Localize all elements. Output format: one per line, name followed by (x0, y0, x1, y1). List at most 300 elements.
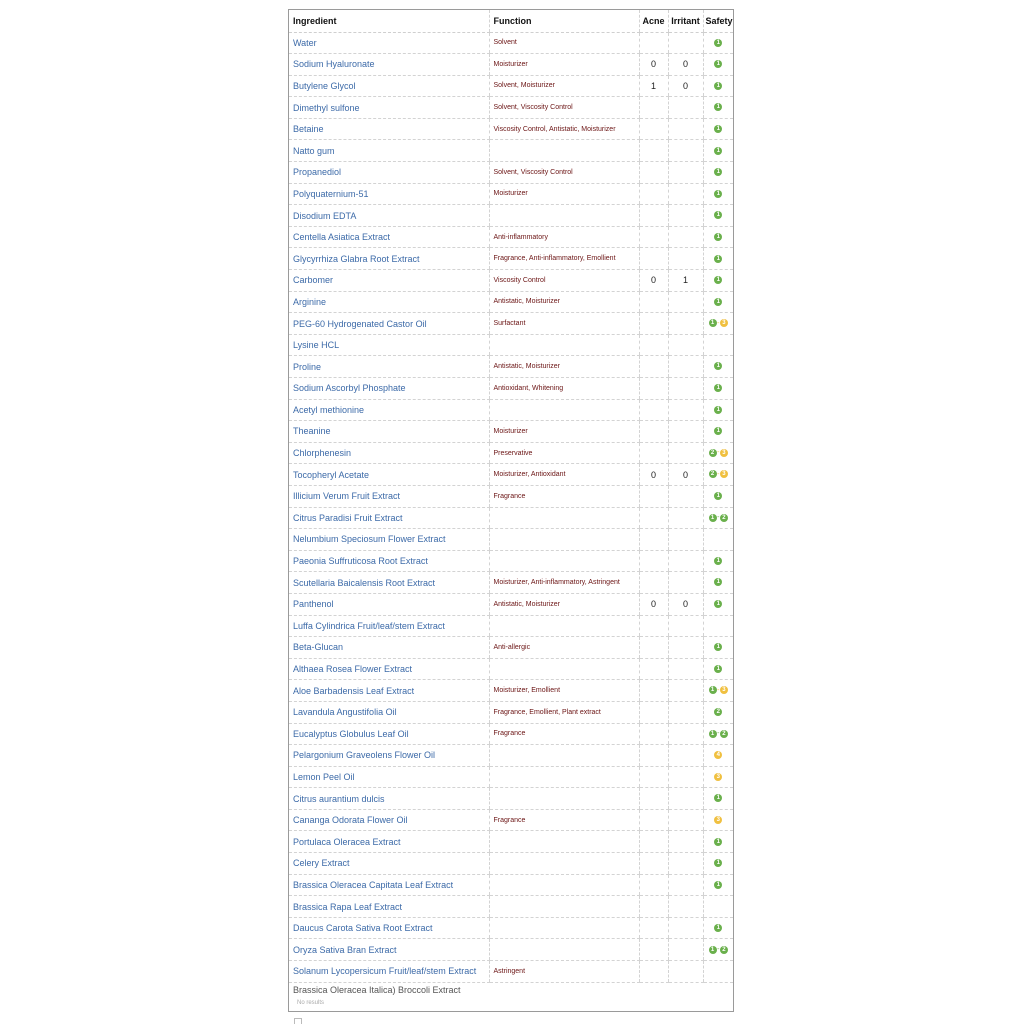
table-row (289, 593, 733, 615)
table-row (289, 464, 733, 486)
safety-badge-icon: 3 (714, 816, 722, 824)
ingredient-name[interactable]: Solanum Lycopersicum Fruit/leaf/stem Extract (289, 961, 489, 983)
table-row (289, 680, 733, 702)
acne-score (639, 680, 668, 702)
function-cell (489, 874, 639, 896)
irritant-score (668, 615, 703, 637)
function-cell: Fragrance (489, 809, 639, 831)
irritant-score (668, 421, 703, 443)
safety-cell (703, 248, 733, 270)
safety-badge-icon: 1 (714, 578, 722, 586)
function-cell (489, 745, 639, 767)
irritant-score (668, 378, 703, 400)
safety-cell (703, 183, 733, 205)
table-row (289, 831, 733, 853)
table-row (289, 939, 733, 961)
table-row (289, 874, 733, 896)
acne-score: 0 (639, 54, 668, 76)
table-row (289, 701, 733, 723)
table-row (289, 334, 733, 356)
table-row (289, 529, 733, 551)
irritant-score (668, 226, 703, 248)
function-cell (489, 917, 639, 939)
safety-cell (703, 874, 733, 896)
irritant-score (668, 809, 703, 831)
table-row (289, 97, 733, 119)
ingredient-name[interactable]: Sodium Ascorbyl Phosphate (289, 378, 489, 400)
safety-badge-icon: 3 (720, 470, 728, 478)
header-ingredient: Ingredient (289, 10, 489, 32)
table-row (289, 723, 733, 745)
table-row (289, 507, 733, 529)
irritant-score (668, 766, 703, 788)
safety-badge-icon: 1 (714, 427, 722, 435)
table-row (289, 140, 733, 162)
irritant-score: 1 (668, 270, 703, 292)
acne-score (639, 421, 668, 443)
range-dash: - (717, 514, 720, 522)
irritant-score (668, 248, 703, 270)
range-dash: - (717, 470, 720, 478)
safety-badge-icon: 1 (714, 82, 722, 90)
ingredient-name[interactable]: Carbomer (289, 270, 489, 292)
safety-badge-icon: 1 (714, 168, 722, 176)
ingredient-name[interactable]: Natto gum (289, 140, 489, 162)
ingredient-name[interactable]: Portulaca Oleracea Extract (289, 831, 489, 853)
function-cell: Antioxidant, Whitening (489, 378, 639, 400)
irritant-score (668, 442, 703, 464)
no-results-text: No results (297, 1000, 325, 1006)
irritant-score (668, 939, 703, 961)
safety-badge-icon: 1 (709, 946, 717, 954)
ingredient-name[interactable]: Disodium EDTA (289, 205, 489, 227)
acne-score (639, 442, 668, 464)
table-header-row (289, 10, 733, 32)
safety-badge-icon: 2 (714, 708, 722, 716)
safety-cell (703, 399, 733, 421)
safety-badge-icon: 3 (720, 449, 728, 457)
function-cell: Moisturizer (489, 421, 639, 443)
function-cell (489, 529, 639, 551)
irritant-score (668, 831, 703, 853)
function-cell (489, 334, 639, 356)
irritant-score (668, 32, 703, 54)
table-row (289, 917, 733, 939)
checkbox-icon[interactable] (294, 1018, 302, 1024)
acne-score: 0 (639, 464, 668, 486)
safety-cell (703, 356, 733, 378)
ingredient-name[interactable]: Chlorphenesin (289, 442, 489, 464)
irritant-score (668, 97, 703, 119)
ingredient-name[interactable]: Acetyl methionine (289, 399, 489, 421)
irritant-score (668, 118, 703, 140)
ingredient-name[interactable]: Water (289, 32, 489, 54)
function-cell (489, 507, 639, 529)
acne-score (639, 766, 668, 788)
safety-badge-icon: 1 (714, 643, 722, 651)
safety-cell (703, 485, 733, 507)
safety-badge-icon: 1 (709, 686, 717, 694)
range-dash: - (717, 319, 720, 327)
safety-cell (703, 162, 733, 184)
table-row (289, 75, 733, 97)
ingredient-name[interactable]: Lavandula Angustifolia Oil (289, 701, 489, 723)
safety-badge-icon: 1 (714, 881, 722, 889)
safety-badge-icon: 2 (720, 946, 728, 954)
irritant-score (668, 140, 703, 162)
function-cell: Moisturizer, Anti-inflammatory, Astringent (489, 572, 639, 594)
table-row (289, 226, 733, 248)
safety-badge-icon: 3 (720, 686, 728, 694)
acne-score (639, 853, 668, 875)
safety-badge-icon: 1 (714, 60, 722, 68)
ingredient-name[interactable]: Dimethyl sulfone (289, 97, 489, 119)
range-dash: - (717, 946, 720, 953)
ingredient-name[interactable]: Polyquaternium-51 (289, 183, 489, 205)
table-row (289, 745, 733, 767)
range-dash: - (717, 686, 720, 694)
function-cell (489, 658, 639, 680)
acne-score (639, 356, 668, 378)
safety-badge-icon: 1 (714, 492, 722, 500)
safety-badge-icon: 2 (709, 449, 717, 457)
irritant-score (668, 205, 703, 227)
ingredient-name[interactable]: Pelargonium Graveolens Flower Oil (289, 745, 489, 767)
safety-badge-icon: 1 (714, 665, 722, 673)
acne-score (639, 334, 668, 356)
ingredient-name[interactable]: Panthenol (289, 593, 489, 615)
acne-score (639, 637, 668, 659)
safety-cell (703, 939, 733, 961)
ingredient-name[interactable]: Eucalyptus Globulus Leaf Oil (289, 723, 489, 745)
safety-badge-icon: 2 (720, 514, 728, 522)
table-row (289, 118, 733, 140)
safety-badge-icon: 1 (714, 255, 722, 263)
acne-score (639, 874, 668, 896)
irritant-score (668, 853, 703, 875)
table-row (289, 356, 733, 378)
irritant-score (668, 701, 703, 723)
ingredient-table (289, 10, 733, 983)
safety-badge-icon: 1 (714, 39, 722, 47)
safety-badge-icon: 4 (714, 751, 722, 759)
table-row (289, 32, 733, 54)
safety-badge-icon: 1 (714, 233, 722, 241)
acne-score (639, 313, 668, 335)
ingredient-name[interactable]: Propanediol (289, 162, 489, 184)
function-cell: Surfactant (489, 313, 639, 335)
safety-cell (703, 658, 733, 680)
table-row (289, 809, 733, 831)
acne-score (639, 550, 668, 572)
function-cell (489, 399, 639, 421)
safety-cell (703, 75, 733, 97)
irritant-score (668, 572, 703, 594)
function-cell: Antistatic, Moisturizer (489, 356, 639, 378)
table-row (289, 421, 733, 443)
ingredient-name[interactable]: Paeonia Suffruticosa Root Extract (289, 550, 489, 572)
safety-badge-icon: 1 (709, 514, 717, 522)
acne-score (639, 226, 668, 248)
function-cell: Fragrance, Emollient, Plant extract (489, 701, 639, 723)
safety-cell (703, 507, 733, 529)
ingredient-name[interactable]: PEG-60 Hydrogenated Castor Oil (289, 313, 489, 335)
table-row (289, 183, 733, 205)
irritant-score (668, 334, 703, 356)
safety-badge-icon: 1 (714, 211, 722, 219)
table-row (289, 399, 733, 421)
function-cell: Solvent (489, 32, 639, 54)
ingredient-name[interactable]: Cananga Odorata Flower Oil (289, 809, 489, 831)
acne-score (639, 701, 668, 723)
safety-cell (703, 701, 733, 723)
safety-cell (703, 550, 733, 572)
ingredient-name[interactable]: Althaea Rosea Flower Extract (289, 658, 489, 680)
function-cell: Astringent (489, 961, 639, 983)
function-cell (489, 766, 639, 788)
table-row (289, 637, 733, 659)
table-row (289, 896, 733, 918)
safety-cell (703, 54, 733, 76)
safety-cell (703, 637, 733, 659)
safety-cell (703, 313, 733, 335)
table-row (289, 442, 733, 464)
safety-cell (703, 226, 733, 248)
function-cell: Fragrance (489, 485, 639, 507)
acne-score (639, 162, 668, 184)
acne-score (639, 118, 668, 140)
irritant-score (668, 637, 703, 659)
ingredient-name[interactable]: Betaine (289, 118, 489, 140)
safety-cell (703, 831, 733, 853)
function-cell: Moisturizer, Emollient (489, 680, 639, 702)
table-row (289, 205, 733, 227)
table-row (289, 572, 733, 594)
ingredient-name[interactable]: Aloe Barbadensis Leaf Extract (289, 680, 489, 702)
safety-cell (703, 723, 733, 745)
header-irritant: Irritant (668, 10, 703, 32)
function-cell (489, 550, 639, 572)
irritant-score (668, 507, 703, 529)
table-row (289, 162, 733, 184)
safety-cell (703, 917, 733, 939)
ingredient-name[interactable]: Illicium Verum Fruit Extract (289, 485, 489, 507)
function-cell (489, 853, 639, 875)
safety-badge-icon: 1 (714, 406, 722, 414)
safety-cell (703, 766, 733, 788)
ingredient-name[interactable]: Glycyrrhiza Glabra Root Extract (289, 248, 489, 270)
function-cell: Moisturizer, Antioxidant (489, 464, 639, 486)
irritant-score: 0 (668, 75, 703, 97)
acne-score (639, 291, 668, 313)
ingredient-name[interactable]: Citrus Paradisi Fruit Extract (289, 507, 489, 529)
safety-cell (703, 896, 733, 918)
safety-badge-icon: 2 (720, 730, 728, 738)
safety-badge-icon: 1 (714, 190, 722, 198)
ingredient-name[interactable]: Daucus Carota Sativa Root Extract (289, 917, 489, 939)
function-cell: Anti-inflammatory (489, 226, 639, 248)
safety-badge-icon: 1 (714, 362, 722, 370)
range-dash: - (717, 449, 720, 457)
function-cell (489, 205, 639, 227)
function-cell (489, 939, 639, 961)
acne-score (639, 97, 668, 119)
irritant-score (668, 680, 703, 702)
acne-score: 1 (639, 75, 668, 97)
function-cell: Preservative (489, 442, 639, 464)
function-cell (489, 831, 639, 853)
function-cell (489, 140, 639, 162)
table-row (289, 658, 733, 680)
acne-score (639, 658, 668, 680)
safety-badge-icon: 1 (714, 125, 722, 133)
safety-badge-icon: 1 (709, 319, 717, 327)
function-cell: Moisturizer (489, 54, 639, 76)
ingredient-name[interactable]: Citrus aurantium dulcis (289, 788, 489, 810)
table-row (289, 788, 733, 810)
safety-badge-icon: 1 (714, 600, 722, 608)
ingredient-name[interactable]: Beta-Glucan (289, 637, 489, 659)
function-cell: Antistatic, Moisturizer (489, 593, 639, 615)
ingredient-name[interactable]: Nelumbium Speciosum Flower Extract (289, 529, 489, 551)
safety-cell (703, 572, 733, 594)
safety-cell (703, 809, 733, 831)
table-row (289, 378, 733, 400)
table-row (289, 248, 733, 270)
ingredient-name[interactable]: Centella Asiatica Extract (289, 226, 489, 248)
table-row (289, 54, 733, 76)
acne-score (639, 529, 668, 551)
safety-cell (703, 464, 733, 486)
ingredient-name[interactable]: Tocopheryl Acetate (289, 464, 489, 486)
ingredient-name[interactable]: Luffa Cylindrica Fruit/leaf/stem Extract (289, 615, 489, 637)
safety-badge-icon: 3 (720, 319, 728, 327)
acne-score (639, 896, 668, 918)
ingredient-name[interactable]: Celery Extract (289, 853, 489, 875)
irritant-score (668, 162, 703, 184)
safety-cell (703, 421, 733, 443)
safety-badge-icon: 1 (714, 147, 722, 155)
irritant-score (668, 356, 703, 378)
safety-cell (703, 205, 733, 227)
safety-cell (703, 788, 733, 810)
acne-score (639, 723, 668, 745)
irritant-score (668, 658, 703, 680)
acne-score (639, 809, 668, 831)
ingredient-name[interactable]: Brassica Rapa Leaf Extract (289, 896, 489, 918)
table-row (289, 853, 733, 875)
function-cell (489, 615, 639, 637)
safety-cell (703, 334, 733, 356)
safety-badge-icon: 1 (714, 384, 722, 392)
acne-score (639, 205, 668, 227)
table-row (289, 550, 733, 572)
safety-cell (703, 140, 733, 162)
header-acne: Acne (639, 10, 668, 32)
function-cell: Viscosity Control (489, 270, 639, 292)
irritant-score (668, 745, 703, 767)
table-row (289, 961, 733, 983)
safety-cell (703, 32, 733, 54)
ingredient-name[interactable]: Scutellaria Baicalensis Root Extract (289, 572, 489, 594)
acne-score (639, 485, 668, 507)
ingredient-name[interactable]: Oryza Sativa Bran Extract (289, 939, 489, 961)
irritant-score (668, 723, 703, 745)
acne-score (639, 507, 668, 529)
safety-cell (703, 745, 733, 767)
ingredient-name[interactable]: Lysine HCL (289, 334, 489, 356)
ingredient-name[interactable]: Butylene Glycol (289, 75, 489, 97)
acne-score (639, 615, 668, 637)
table-row (289, 485, 733, 507)
irritant-score (668, 291, 703, 313)
safety-cell (703, 529, 733, 551)
acne-score (639, 32, 668, 54)
acne-score (639, 183, 668, 205)
ingredient-name[interactable]: Arginine (289, 291, 489, 313)
irritant-score (668, 485, 703, 507)
safety-badge-icon: 3 (714, 773, 722, 781)
safety-cell (703, 615, 733, 637)
ingredient-name[interactable]: Sodium Hyaluronate (289, 54, 489, 76)
irritant-score: 0 (668, 54, 703, 76)
table-row (289, 270, 733, 292)
safety-badge-icon: 2 (709, 470, 717, 478)
irritant-score (668, 961, 703, 983)
irritant-score (668, 788, 703, 810)
irritant-score (668, 896, 703, 918)
table-row (289, 291, 733, 313)
acne-score: 0 (639, 270, 668, 292)
acne-score (639, 572, 668, 594)
safety-cell (703, 378, 733, 400)
safety-badge-icon: 1 (714, 859, 722, 867)
range-dash: - (717, 730, 720, 738)
safety-cell (703, 118, 733, 140)
ingredient-name[interactable]: Theanine (289, 421, 489, 443)
acne-score (639, 788, 668, 810)
safety-cell (703, 97, 733, 119)
function-cell (489, 896, 639, 918)
acne-score: 0 (639, 593, 668, 615)
safety-badge-icon: 1 (709, 730, 717, 738)
ingredient-name[interactable]: Proline (289, 356, 489, 378)
table-row (289, 615, 733, 637)
ingredient-name[interactable]: Brassica Oleracea Capitata Leaf Extract (289, 874, 489, 896)
safety-badge-icon: 1 (714, 924, 722, 932)
safety-cell (703, 593, 733, 615)
irritant-score (668, 399, 703, 421)
ingredient-name[interactable]: Lemon Peel Oil (289, 766, 489, 788)
acne-score (639, 917, 668, 939)
function-cell: Solvent, Viscosity Control (489, 162, 639, 184)
function-cell: Antistatic, Moisturizer (489, 291, 639, 313)
acne-score (639, 248, 668, 270)
function-cell: Solvent, Viscosity Control (489, 97, 639, 119)
safety-cell (703, 270, 733, 292)
irritant-score (668, 313, 703, 335)
irritant-score (668, 874, 703, 896)
acne-score (639, 745, 668, 767)
function-cell: Anti-allergic (489, 637, 639, 659)
acne-score (639, 140, 668, 162)
irritant-score (668, 550, 703, 572)
function-cell (489, 788, 639, 810)
safety-badge-icon: 1 (714, 838, 722, 846)
acne-score (639, 831, 668, 853)
function-cell: Solvent, Moisturizer (489, 75, 639, 97)
last-ingredient[interactable]: Brassica Oleracea Italica) Broccoli Extract (293, 985, 461, 995)
